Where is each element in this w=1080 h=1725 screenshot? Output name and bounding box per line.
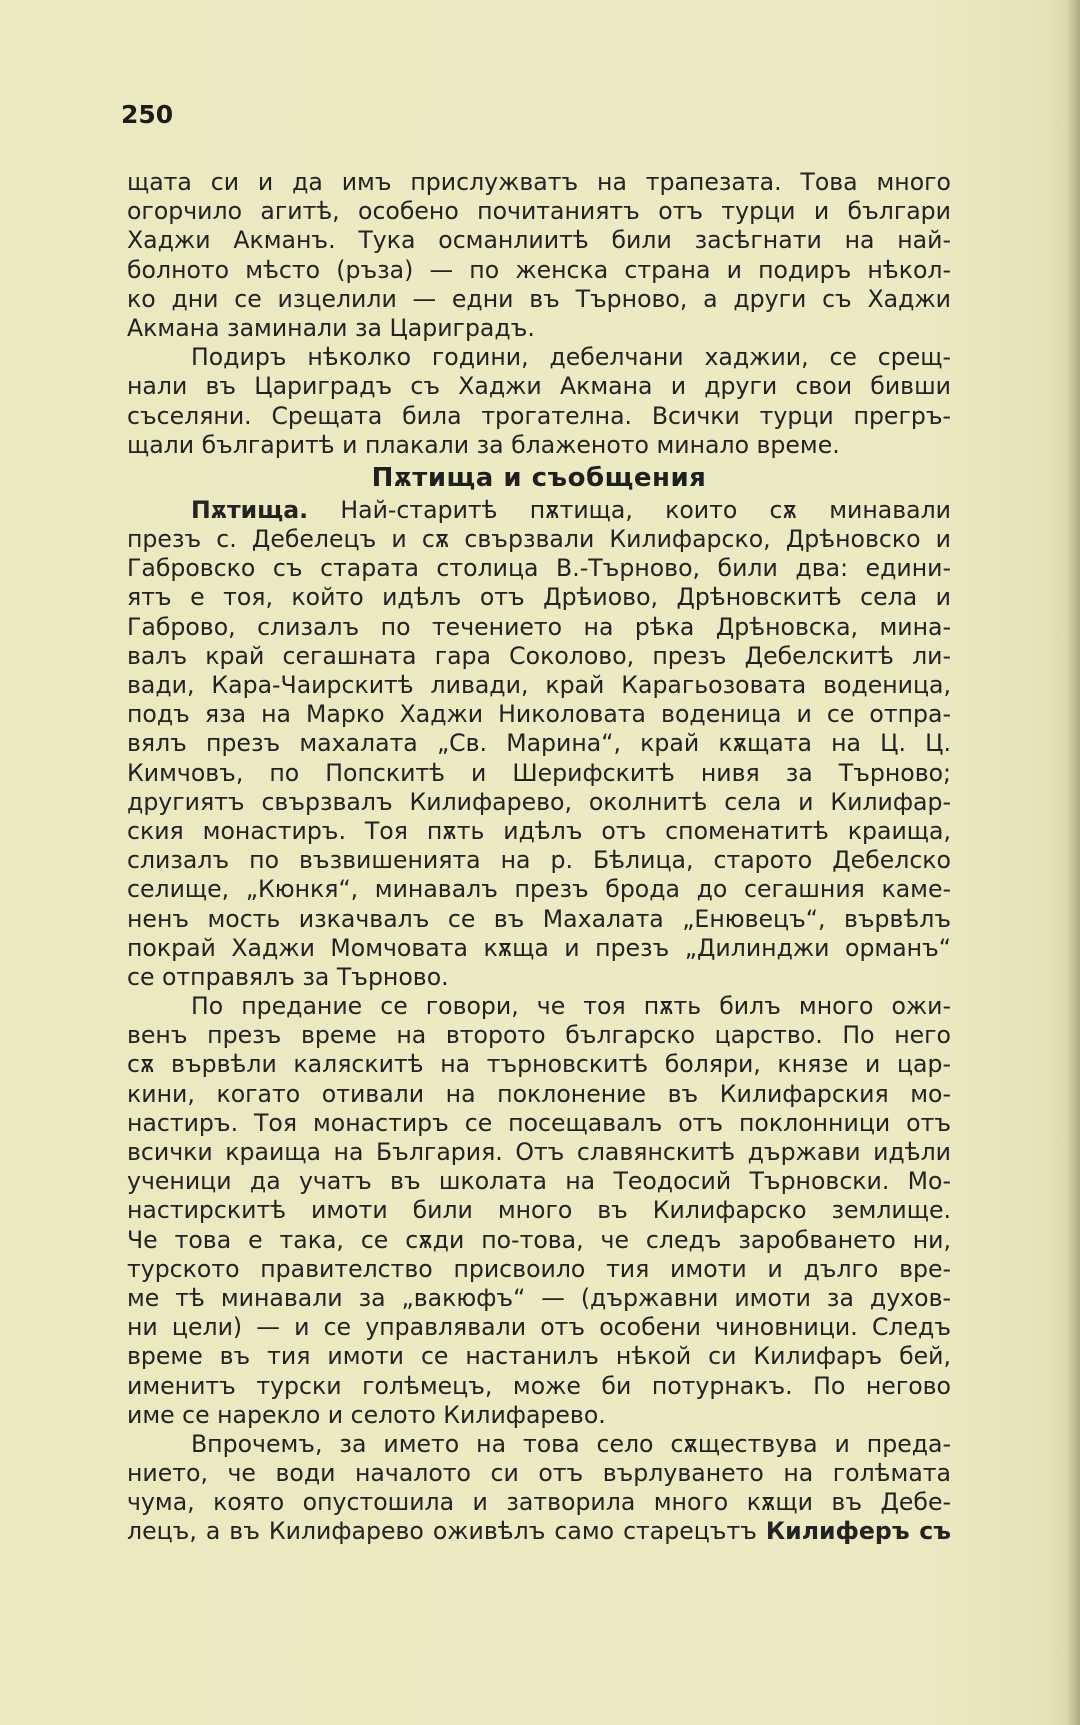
text-line: Габровско съ старата столица В.-Търново, били два: едини- [127, 554, 951, 583]
section-heading: Пѫтища и съобщения [371, 462, 707, 493]
text-line: огорчило агитѣ, особено почитаниятъ отъ турци и българи [127, 197, 951, 226]
text-line: се отправялъ за Търново. [127, 962, 449, 991]
text-line: Подиръ нѣколко години, дебелчани хаджии, се срещ- [191, 343, 951, 372]
text-line [127, 1517, 951, 1546]
text-span: Най-старитѣ пѫтища, които сѫ минавали [308, 495, 951, 524]
text-span: лецъ, а въ Килифарево оживѣлъ само старецътъ [127, 1517, 766, 1546]
text-line: презъ с. Дебелецъ и сѫ свързвали Килифарско, Дрѣновско и [127, 525, 951, 554]
page-text [127, 168, 951, 1547]
text-line: Че това е така, се сѫди по-това, че следъ заробването ни, [127, 1225, 951, 1254]
text-line: настирскитѣ имоти били много въ Килифарско землище. [127, 1196, 951, 1225]
paragraph-lead: Пѫтища. [191, 495, 309, 524]
text-line: ме тѣ минавали за „вакюфъ“ — (държавни имоти за духов- [127, 1283, 951, 1312]
text-line: покрай Хаджи Момчовата кѫща и презъ „Дилинджи орманъ“ [127, 933, 951, 962]
text-line: Габрово, слизалъ по течението на рѣка Дрѣновска, мина- [127, 612, 951, 641]
text-line: болното мѣсто (ръза) — по женска страна и подиръ нѣкол- [127, 255, 951, 284]
paragraph [127, 1430, 951, 1547]
text-line: ския монастиръ. Тоя пѫть идѣлъ отъ споменатитѣ краища, [127, 816, 951, 845]
text-line: ни цели) — и се управлявали отъ особени чиновници. Следъ [127, 1313, 951, 1342]
text-line: щали българитѣ и плакали за блаженото минало време. [127, 430, 840, 459]
text-line: вади, Кара-Чаирскитѣ ливади, край Карагьозовата воденица, [127, 671, 951, 699]
text-line: всички краища на България. Отъ славянскитѣ държави идѣли [127, 1138, 951, 1166]
text-line: селище, „Кюнкя“, минавалъ презъ брода до сегашния каме- [127, 875, 951, 904]
paragraph [127, 343, 951, 460]
text-line: подъ яза на Марко Хаджи Николовата воденица и се отпра- [127, 700, 951, 729]
text-line: ученици да учатъ въ школата на Теодосий Търновски. Мо- [127, 1167, 951, 1196]
text-line: нали въ Цариградъ съ Хаджи Акмана и други свои бивши [127, 372, 951, 401]
text-line [127, 496, 951, 525]
text-line: сѫ вървѣли каляскитѣ на търновскитѣ боляри, князе и цар- [127, 1050, 951, 1079]
emphasized-name: Килиферъ съ [765, 1517, 951, 1546]
text-line: валъ край сегашната гара Соколово, презъ Дебелскитѣ ли- [127, 641, 951, 670]
text-line: време въ тия имоти се настанилъ нѣкой си Килифаръ бей, [127, 1342, 951, 1371]
text-line: кини, когато отивали на поклонение въ Килифарския мо- [127, 1079, 951, 1108]
text-line: Кимчовъ, по Попскитѣ и Шерифскитѣ нивя за Търново; [127, 758, 951, 787]
paragraph [127, 992, 951, 1430]
text-line: другиятъ свързвалъ Килифарево, околнитѣ села и Килифар- [127, 787, 951, 816]
text-line: именитъ турски голѣмецъ, може би потурнакъ. По негово [127, 1371, 951, 1400]
text-line: съселяни. Срещата била трогателна. Всички турци прегръ- [127, 401, 951, 430]
paragraph [127, 168, 951, 343]
text-line: слизалъ по възвишенията на р. Бѣлица, старото Дебелско [127, 846, 951, 875]
text-line: Впрочемъ, за името на това село сѫществува и преда- [191, 1429, 951, 1458]
text-line: вялъ презъ махалата „Св. Марина“, край кѫщата на Ц. Ц. [127, 729, 951, 758]
text-line: нието, че води началото си отъ върлуването на голѣмата [127, 1459, 951, 1488]
text-line: име се нарекло и селото Килифарево. [127, 1400, 606, 1429]
paragraph [127, 496, 951, 992]
text-line: По предание се говори, че тоя пѫть билъ много ожи- [191, 992, 951, 1021]
text-line: ятъ е тоя, който идѣлъ отъ Дрѣиово, Дрѣновскитѣ села и [127, 583, 951, 612]
page-number: 250 [121, 100, 174, 129]
text-line: Акмана заминали за Цариградъ. [127, 313, 535, 342]
text-line: Хаджи Акманъ. Тука османлиитѣ били засѣгнати на най- [127, 226, 951, 255]
text-line: чума, която опустошила и затворила много кѫщи въ Дебе- [127, 1488, 951, 1517]
text-line: настиръ. Тоя монастиръ се посещавалъ отъ поклонници отъ [127, 1108, 951, 1137]
text-line: венъ презъ време на второто българско царство. По него [127, 1021, 951, 1050]
text-line: турското правителство присвоило тия имоти и дълго вре- [127, 1254, 951, 1283]
text-line: щата си и да имъ прислужватъ на трапезата. Това много [127, 168, 951, 196]
text-line: ко дни се изцелили — едни въ Търново, а други съ Хаджи [127, 284, 951, 313]
page-gutter-shadow [1066, 0, 1080, 1725]
text-line: ненъ мость изкачвалъ се въ Махалата „Енювецъ“, вървѣлъ [127, 904, 951, 933]
